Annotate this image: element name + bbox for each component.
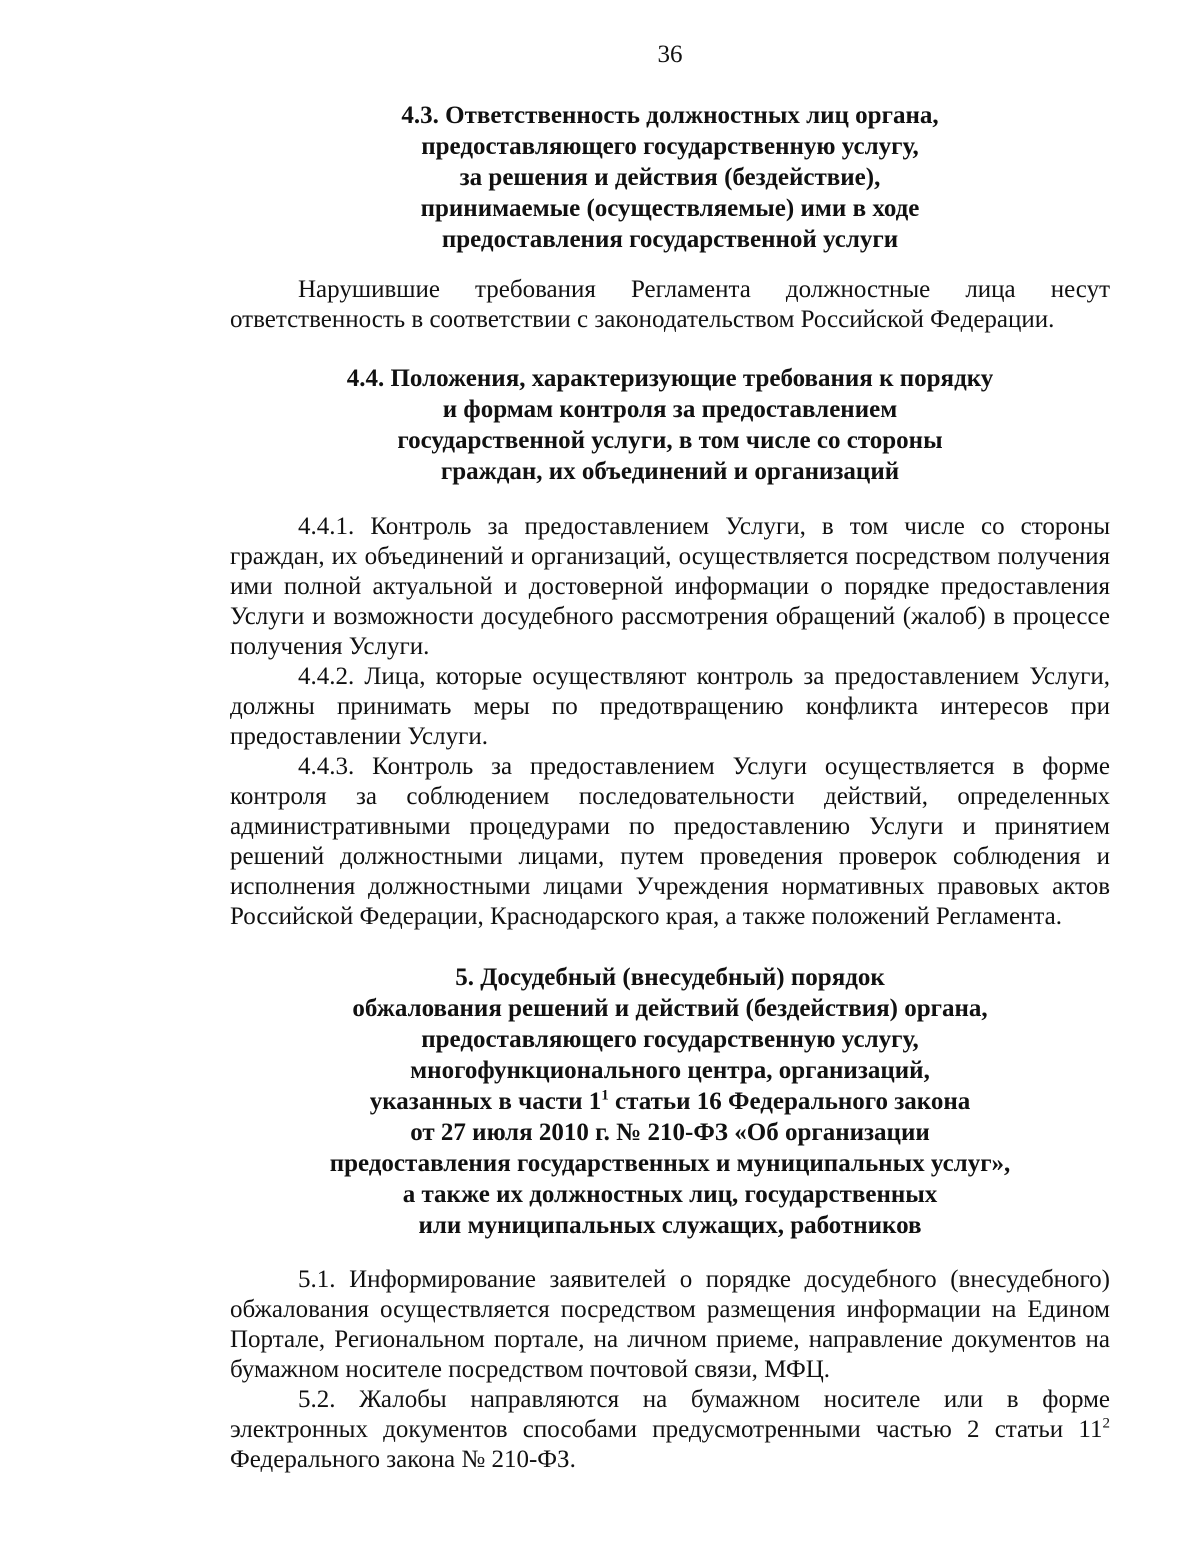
- heading-line: или муниципальных служащих, работников: [418, 1212, 922, 1239]
- heading-line: от 27 июля 2010 г. № 210-ФЗ «Об организации: [410, 1119, 930, 1146]
- paragraph-5-2: [230, 1385, 1110, 1475]
- paragraph-text: 5.2. Жалобы направляются на бумажном носителе или в форме электронных документов способами предусмотренными частью 2 статьи 11: [230, 1386, 1110, 1443]
- heading-line: 4.4. Положения, характеризующие требования к порядку: [346, 365, 994, 392]
- heading-line: государственной услуги, в том числе со стороны: [397, 427, 943, 454]
- section-4-3-paragraph: Нарушившие требования Регламента должностные лица несут ответственность в соответствии с законодательством Российской Федерации.: [230, 276, 1110, 333]
- section-5-heading: [230, 962, 1110, 1241]
- heading-line: а также их должностных лиц, государственных: [402, 1181, 938, 1208]
- heading-line: предоставляющего государственную услугу,: [421, 133, 919, 160]
- heading-line: граждан, их объединений и организаций: [440, 458, 900, 485]
- superscript: 2: [1102, 1415, 1110, 1432]
- heading-line-with-superscript: [230, 1086, 1110, 1117]
- heading-line: принимаемые (осуществляемые) ими в ходе: [420, 195, 920, 222]
- heading-line: предоставления государственной услуги: [441, 226, 899, 253]
- heading-line: предоставляющего государственную услугу,: [421, 1026, 919, 1053]
- heading-line: и формам контроля за предоставлением: [442, 396, 898, 423]
- heading-line: 4.3. Ответственность должностных лиц органа,: [401, 102, 939, 129]
- superscript: 1: [601, 1087, 609, 1104]
- section-4-4-heading: [230, 363, 1110, 487]
- heading-text: статьи 16 Федерального закона: [608, 1088, 971, 1115]
- paragraph-4-4-2: 4.4.2. Лица, которые осуществляют контроль за предоставлением Услуги, должны принимать меры по предотвращению конфликта интересов при предоставлении Услуги.: [230, 663, 1110, 750]
- page-content: [230, 100, 1110, 1475]
- section-4-3-heading: [230, 100, 1110, 255]
- heading-line: 5. Досудебный (внесудебный) порядок: [455, 964, 885, 991]
- paragraph-5-1: 5.1. Информирование заявителей о порядке досудебного (внесудебного) обжалования осуществляется посредством размещения информации на Едином Портале, Региональном портале, на личном приеме, направление документов на бумажном носителе посредством почтовой связи, МФЦ.: [230, 1266, 1110, 1383]
- heading-line: за решения и действия (бездействие),: [459, 164, 881, 191]
- heading-line: многофункционального центра, организаций,: [410, 1057, 930, 1084]
- heading-line: предоставления государственных и муниципальных услуг»,: [329, 1150, 1011, 1177]
- paragraph-4-4-3: 4.4.3. Контроль за предоставлением Услуги осуществляется в форме контроля за соблюдением последовательности действий, определенных административными процедурами по предоставлению Услуги и принятием решений должностными лицами, путем проведения проверок соблюдения и исполнения должностными лицами Учреждения нормативных правовых актов Российской Федерации, Краснодарского края, а также положений Регламента.: [230, 753, 1110, 930]
- paragraph-text: Федерального закона № 210-ФЗ.: [230, 1446, 576, 1473]
- heading-line: обжалования решений и действий (бездействия) органа,: [352, 995, 988, 1022]
- paragraph-4-4-1: 4.4.1. Контроль за предоставлением Услуги, в том числе со стороны граждан, их объединений и организаций, осуществляется посредством получения ими полной актуальной и достоверной информации о порядке предоставления Услуги и возможности досудебного рассмотрения обращений (жалоб) в процессе получения Услуги.: [230, 513, 1110, 660]
- page-number: 36: [657, 41, 683, 68]
- heading-text: указанных в части 1: [369, 1088, 602, 1115]
